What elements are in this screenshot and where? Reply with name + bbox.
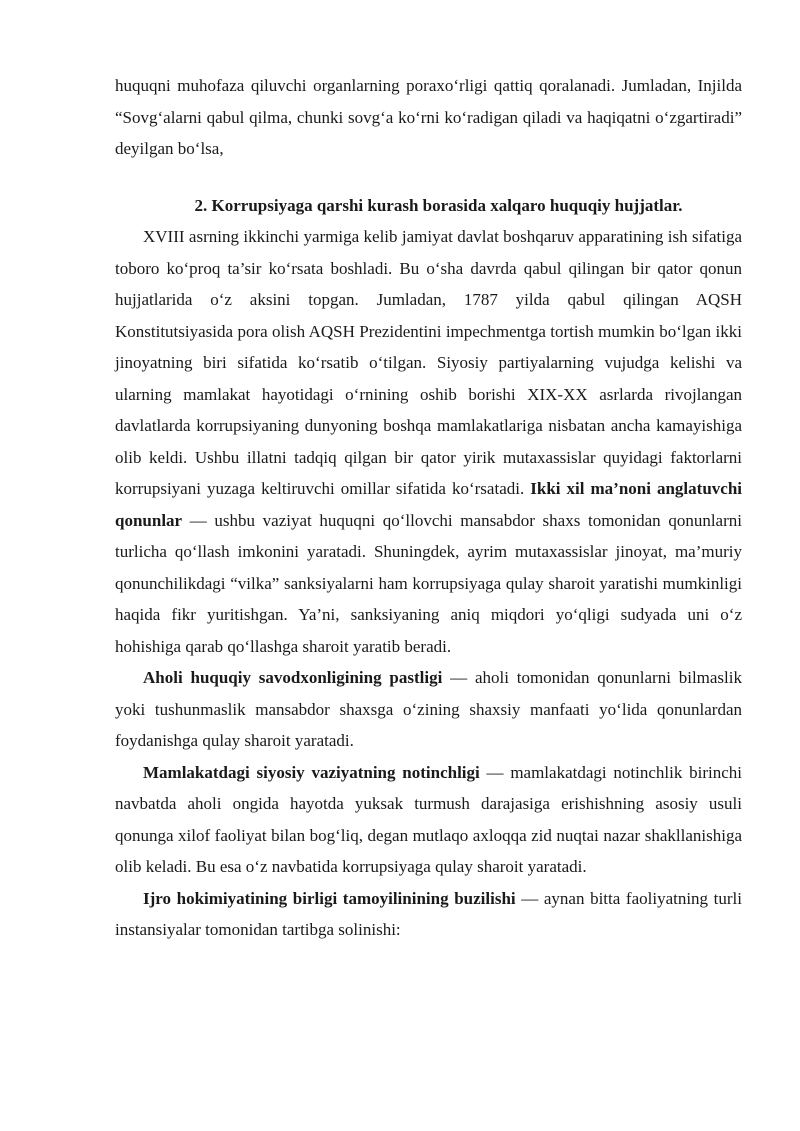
section-heading: 2. Korrupsiyaga qarshi kurash borasida xalqaro huquqiy hujjatlar. (194, 195, 683, 215)
paragraph-political-instability (115, 757, 742, 883)
paragraph-executive-unity-text: — aynan bitta faoliyatning turli instansiyalar tomonidan tartibga solinishi: (115, 888, 743, 939)
paragraph-history (115, 221, 742, 662)
term-legal-literacy: Aholi huquqiy savodxonligining pastligi (143, 668, 443, 687)
term-ambiguous-laws: Ikki xil ma’noni anglatuvchi qonunlar (115, 479, 742, 530)
paragraph-executive-unity (115, 883, 742, 946)
paragraph-legal-literacy-text: — aholi tomonidan qonunlarni bilmaslik yoki tushunmaslik mansabdor shaxsga o‘zining shaxsiy manfaati yo‘lida qonunlardan foydanishga qulay sharoit yaratadi. (115, 668, 742, 750)
term-political-instability: Mamlakatdagi siyosiy vaziyatning notinchligi (143, 762, 480, 782)
paragraph-history-text: XVIII asrning ikkinchi yarmiga kelib jamiyat davlat boshqaruv apparatining ish sifatiga toboro ko‘proq ta’sir ko‘rsata boshladi. Bu o‘sha davrda qabul qilingan bir qator qonun hujjatlarida o‘z aksini topgan. Jumladan, 1787 yilda qabul qilingan AQSH Konstitutsiyasida pora olish AQSH Prezidentini impechmentga tortish mumkin bo‘lgan ikki jinoyatning biri sifatida ko‘rsatib o‘tilgan. Siyosiy partiyalarning vujudga kelishi va ularning mamlakat hayotidagi o‘rnining oshib borishi XIX-XX asrlarda rivojlangan davlatlarda korrupsiyaning dunyoning boshqa mamlakatlariga nisbatan ancha kamayishiga olib keldi. Ushbu illatni tadqiq qilgan bir qator yirik mutaxassislar quyidagi faktorlarni korrupsiyani yuzaga keltiruvchi omillar sifatida ko‘rsatadi. (115, 227, 742, 498)
paragraph-legal-literacy (115, 662, 742, 757)
term-executive-unity: Ijro hokimiyatining birligi tamoyilinining buzilishi (143, 888, 516, 908)
paragraph-history-continuation: — ushbu vaziyat huquqni qo‘llovchi mansabdor shaxs tomonidan qonunlarni turlicha qo‘llash imkonini yaratadi. Shuningdek, ayrim mutaxassislar jinoyat, ma’muriy qonunchilikdagi “vilka” sanksiyalarni ham korrupsiyaga qulay sharoit yaratishi mumkinligi haqida fikr yuritishgan. Ya’ni, sanksiyaning aniq miqdori yo‘qligi sudyada uni o‘z hohishiga qarab qo‘llashga sharoit yaratib beradi. (115, 510, 742, 656)
paragraph-intro: huquqni muhofaza qiluvchi organlarning poraxo‘rligi qattiq qoralanadi. Jumladan, Injilda “Sovg‘alarni qabul qilma, chunki sovg‘a ko‘rni ko‘radigan qiladi va haqiqatni o‘zgartiradi” deyilgan bo‘lsa, (115, 76, 742, 158)
paragraph-political-instability-text: — mamlakatdagi notinchlik birinchi navbatda aholi ongida hayotda yuksak turmush darajasiga erishishning asosiy usuli qonunga xilof faoliyat bilan bog‘liq, degan mutlaqo axloqqa zid nuqtai nazar shakllanishiga olib keladi. Bu esa o‘z navbatida korrupsiyaga qulay sharoit yaratadi. (115, 762, 742, 876)
document-page (115, 70, 742, 946)
